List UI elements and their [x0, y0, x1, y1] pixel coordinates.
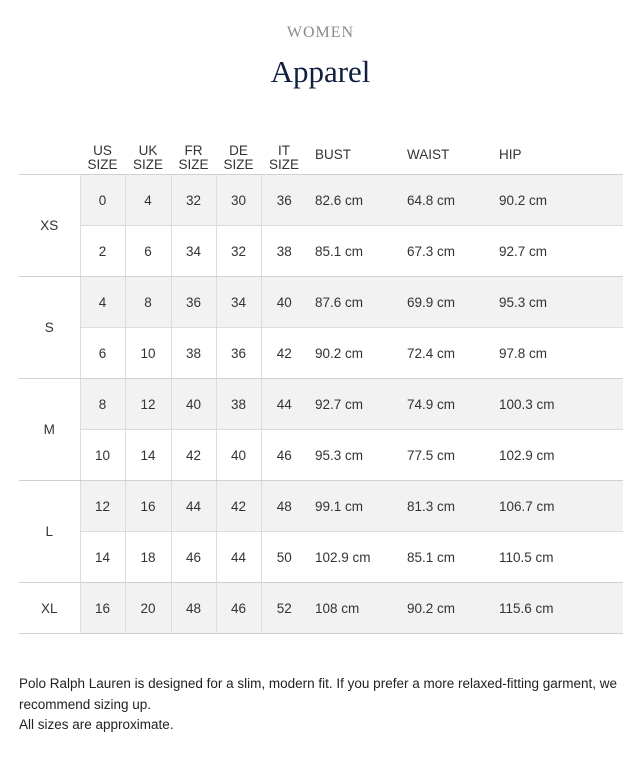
column-header-text: US: [93, 143, 112, 158]
size-group-label: M: [19, 379, 80, 481]
table-cell: 12: [80, 481, 125, 532]
table-cell: 44: [261, 379, 307, 430]
table-cell: 0: [80, 175, 125, 226]
column-header-text: FR: [184, 143, 203, 158]
column-header-text: UK: [138, 143, 158, 158]
table-cell: 92.7 cm: [307, 379, 399, 430]
table-cell: 2: [80, 226, 125, 277]
table-cell: 38: [261, 226, 307, 277]
table-cell: 95.3 cm: [491, 277, 623, 328]
table-row: [19, 175, 623, 226]
table-row: [19, 481, 623, 532]
table-cell: 4: [80, 277, 125, 328]
table-row: [19, 430, 623, 481]
table-cell: 44: [171, 481, 216, 532]
table-cell: 52: [261, 583, 307, 634]
size-group-header: [19, 138, 80, 175]
column-header: [261, 138, 307, 175]
table-cell: 10: [125, 328, 171, 379]
table-row: [19, 277, 623, 328]
page-title: Apparel: [270, 54, 371, 89]
table-cell: 16: [80, 583, 125, 634]
table-cell: 6: [80, 328, 125, 379]
table-row: [19, 532, 623, 583]
size-group-label: XL: [19, 583, 80, 634]
table-cell: 50: [261, 532, 307, 583]
table-cell: 108 cm: [307, 583, 399, 634]
column-header-text: DE: [229, 143, 248, 158]
column-header: [399, 138, 491, 175]
size-group-label: S: [19, 277, 80, 379]
column-header: [125, 138, 171, 175]
table-cell: 40: [171, 379, 216, 430]
table-cell: 92.7 cm: [491, 226, 623, 277]
table-cell: 90.2 cm: [399, 583, 491, 634]
table-cell: 36: [216, 328, 261, 379]
table-cell: 67.3 cm: [399, 226, 491, 277]
column-header-text: SIZE: [178, 157, 209, 172]
column-header-text: IT: [278, 143, 290, 158]
table-cell: 42: [171, 430, 216, 481]
size-group-label: L: [19, 481, 80, 583]
table-cell: 32: [171, 175, 216, 226]
table-cell: 95.3 cm: [307, 430, 399, 481]
column-header-text: BUST: [315, 147, 352, 162]
table-row: [19, 328, 623, 379]
table-cell: 34: [216, 277, 261, 328]
fit-note: Polo Ralph Lauren is designed for a slim, modern fit. If you prefer a more relaxed-fitting garment, we recommend sizing up.: [19, 676, 618, 712]
approximate-note: All sizes are approximate.: [19, 717, 174, 732]
size-chart-body: [19, 175, 623, 634]
table-cell: 36: [261, 175, 307, 226]
table-cell: 97.8 cm: [491, 328, 623, 379]
column-header: [216, 138, 261, 175]
table-cell: 64.8 cm: [399, 175, 491, 226]
table-cell: 100.3 cm: [491, 379, 623, 430]
table-cell: 102.9 cm: [307, 532, 399, 583]
table-cell: 106.7 cm: [491, 481, 623, 532]
column-header: [80, 138, 125, 175]
table-cell: 87.6 cm: [307, 277, 399, 328]
table-cell: 69.9 cm: [399, 277, 491, 328]
column-header-text: SIZE: [223, 157, 254, 172]
table-cell: 85.1 cm: [307, 226, 399, 277]
table-cell: 90.2 cm: [491, 175, 623, 226]
column-header-text: SIZE: [132, 157, 163, 172]
table-cell: 102.9 cm: [491, 430, 623, 481]
table-cell: 12: [125, 379, 171, 430]
column-header-text: SIZE: [268, 157, 299, 172]
table-cell: 81.3 cm: [399, 481, 491, 532]
table-cell: 42: [216, 481, 261, 532]
table-cell: 74.9 cm: [399, 379, 491, 430]
table-cell: 115.6 cm: [491, 583, 623, 634]
table-cell: 14: [125, 430, 171, 481]
table-cell: 32: [216, 226, 261, 277]
table-cell: 42: [261, 328, 307, 379]
table-cell: 8: [80, 379, 125, 430]
column-header-text: SIZE: [87, 157, 118, 172]
table-cell: 99.1 cm: [307, 481, 399, 532]
size-group-label: XS: [19, 175, 80, 277]
table-cell: 90.2 cm: [307, 328, 399, 379]
table-cell: 46: [216, 583, 261, 634]
table-cell: 38: [216, 379, 261, 430]
column-header-text: HIP: [499, 147, 522, 162]
table-cell: 18: [125, 532, 171, 583]
table-cell: 46: [171, 532, 216, 583]
table-cell: 72.4 cm: [399, 328, 491, 379]
table-cell: 40: [261, 277, 307, 328]
table-cell: 6: [125, 226, 171, 277]
table-cell: 38: [171, 328, 216, 379]
section-eyebrow: WOMEN: [286, 24, 355, 41]
table-cell: 46: [261, 430, 307, 481]
table-row: [19, 379, 623, 430]
column-header-text: WAIST: [407, 147, 450, 162]
table-row: [19, 583, 623, 634]
table-cell: 85.1 cm: [399, 532, 491, 583]
table-cell: 4: [125, 175, 171, 226]
fit-notes: [19, 674, 619, 736]
table-cell: 110.5 cm: [491, 532, 623, 583]
table-cell: 8: [125, 277, 171, 328]
table-cell: 34: [171, 226, 216, 277]
size-chart-table: [19, 138, 623, 634]
table-row: [19, 226, 623, 277]
header-row: [19, 138, 623, 175]
table-cell: 48: [171, 583, 216, 634]
table-cell: 44: [216, 532, 261, 583]
column-header: [307, 138, 399, 175]
table-cell: 20: [125, 583, 171, 634]
table-cell: 14: [80, 532, 125, 583]
table-cell: 77.5 cm: [399, 430, 491, 481]
table-cell: 40: [216, 430, 261, 481]
column-header: [171, 138, 216, 175]
column-header: [491, 138, 623, 175]
table-cell: 30: [216, 175, 261, 226]
table-cell: 16: [125, 481, 171, 532]
table-cell: 48: [261, 481, 307, 532]
table-cell: 82.6 cm: [307, 175, 399, 226]
table-cell: 10: [80, 430, 125, 481]
table-cell: 36: [171, 277, 216, 328]
